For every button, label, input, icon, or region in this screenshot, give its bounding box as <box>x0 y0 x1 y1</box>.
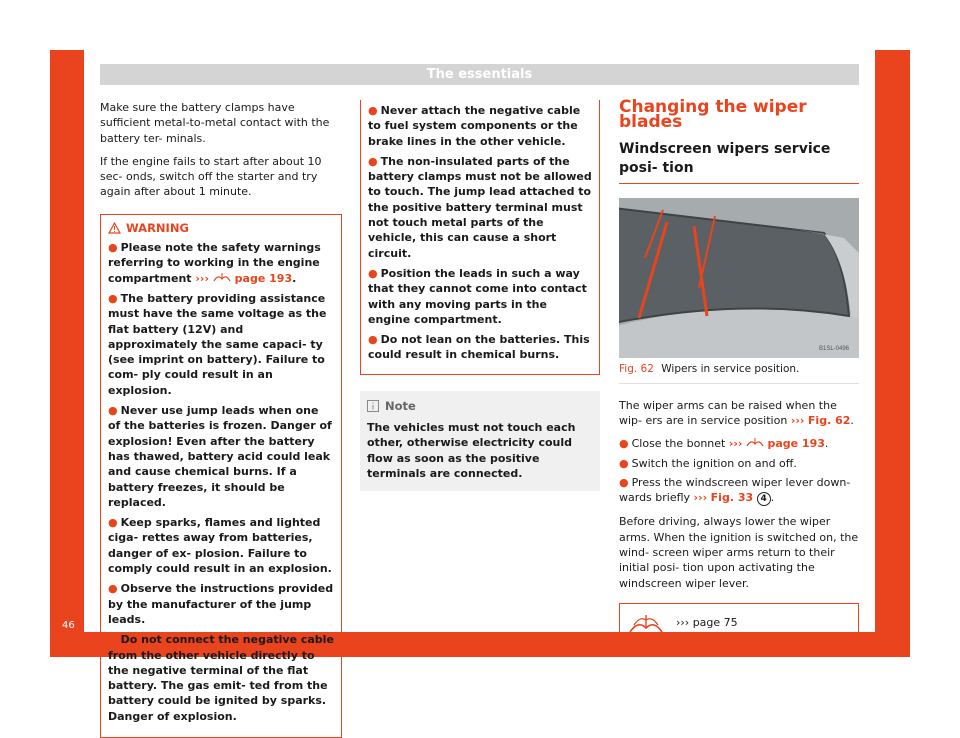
paragraph-battery-clamps: Make sure the battery clamps have sufficient metal-to-metal contact with the battery ter- minals. <box>100 101 330 145</box>
note-header <box>367 399 593 414</box>
warning-triangle-icon <box>108 222 121 234</box>
step-close-bonnet: ● Close the bonnet ››› page 193. <box>619 437 829 451</box>
cross-reference-box[interactable] <box>619 603 859 643</box>
arrows-icon: ››› <box>728 437 743 451</box>
paragraph-intro: The wiper arms can be raised when the wip- ers are in service position ››› Fig. 62. <box>619 398 854 428</box>
book-icon <box>628 612 664 634</box>
warning-item: ● Never use jump leads when one of the batteries is frozen. Danger of explosion! Even after the battery has thawed, battery acid could leak and cause chemical burns. If a battery freezes, it should be replaced. <box>108 404 332 509</box>
bullet-icon: ● <box>368 333 378 347</box>
wiper-illustration <box>619 198 859 358</box>
arrows-icon: ››› <box>195 271 209 285</box>
warning-item: ● Do not lean on the batteries. This could result in chemical burns. <box>368 333 590 362</box>
page-number: 46 <box>62 620 75 631</box>
bullet-icon: ● <box>108 404 118 418</box>
figure-caption <box>619 362 859 384</box>
book-icon <box>746 437 764 447</box>
warning-item: ● The non-insulated parts of the battery clamps must not be allowed to touch. The jump lead attached to the positive battery terminal must not touch metal parts of the vehicle, this can cause a short circuit. <box>368 154 592 260</box>
figure-link[interactable]: Fig. 33 <box>710 491 754 505</box>
note-body: The vehicles must not touch each other, otherwise electricity could flow as soon as the positive terminals are connected. <box>367 421 576 480</box>
warning-header <box>108 221 334 236</box>
warning-box-continued <box>360 100 600 375</box>
bullet-icon: ● <box>368 266 378 280</box>
warning-item: ● Keep sparks, flames and lighted ciga- rettes away from batteries, danger of ex- plosion. Failure to comply could result in an explosion. <box>108 516 332 576</box>
callout-number: 4 <box>757 492 771 506</box>
figure-caption-text: Wipers in service position. <box>661 362 800 375</box>
note-box <box>360 391 600 491</box>
paragraph-engine-start: If the engine fails to start after about 10 sec- onds, switch off the starter and try again after about 1 minute. <box>100 154 322 199</box>
warning-item: ● Position the leads in such a way that they cannot come into contact with any moving parts in the engine compartment. <box>368 266 587 326</box>
paragraph-before-driving: Before driving, always lower the wiper arms. When the ignition is switched on, the wind- screen wiper arms return to their initial posi- tion upon activating the windscreen wiper lever. <box>619 515 859 590</box>
cross-reference-text: ››› page 75 <box>676 616 738 630</box>
figure-label: Fig. 62 <box>619 362 654 375</box>
page-link[interactable]: page 193 <box>234 271 293 285</box>
wiper-illustration-graphic <box>619 198 859 358</box>
arrows-icon: ››› <box>693 491 708 505</box>
warning-item: ● Never attach the negative cable to fuel system components or the brake lines in the other vehicle. <box>368 104 581 148</box>
bullet-icon: ● <box>108 582 118 596</box>
bullet-icon: ● <box>108 633 118 647</box>
warning-item: ● The battery providing assistance must have the same voltage as the flat battery (12V) and approximately the same capaci- ty (see imprint on battery). Failure to com- ply could result in an explosion. <box>108 291 327 397</box>
section-header: The essentials <box>100 64 859 85</box>
warning-title: WARNING <box>126 220 189 235</box>
bullet-icon: ● <box>108 291 118 305</box>
warning-item: ● Observe the instructions provided by the manufacturer of the jump leads. <box>108 582 334 626</box>
page-link[interactable]: page 193 <box>767 437 825 451</box>
column-2 <box>360 100 600 491</box>
figure-link[interactable]: Fig. 62 <box>807 414 851 428</box>
bullet-icon: ● <box>368 154 378 168</box>
arrows-icon: ››› <box>790 414 805 428</box>
warning-item: ● Please note the safety warnings referring to working in the engine compartment ››› page 193. <box>108 241 321 285</box>
book-icon <box>213 272 231 282</box>
column-3 <box>619 97 859 643</box>
section-heading: Changing the wiper blades <box>619 97 807 133</box>
bullet-icon: ● <box>619 476 629 490</box>
step-ignition: ● Switch the ignition on and off. <box>619 456 797 470</box>
bullet-icon: ● <box>619 456 629 470</box>
note-title: Note <box>385 398 416 413</box>
subsection-heading: Windscreen wipers service posi- tion <box>619 140 859 184</box>
info-icon <box>367 400 379 412</box>
figure-code: B1SL-0496 <box>819 345 850 352</box>
bullet-icon: ● <box>619 437 629 451</box>
bullet-icon: ● <box>108 241 118 255</box>
bullet-icon: ● <box>108 516 118 530</box>
warning-box <box>100 214 342 738</box>
bullet-icon: ● <box>368 104 378 117</box>
step-wiper-lever: ● Press the windscreen wiper lever down- wards briefly ››› Fig. 33 4 . <box>619 476 851 505</box>
column-1 <box>100 100 342 738</box>
warning-item: ● Do not connect the negative cable from the other vehicle directly to the negative terminal of the flat battery. The gas emit- ted from the battery could be ignited by sparks. Danger of explosion. <box>108 633 334 723</box>
